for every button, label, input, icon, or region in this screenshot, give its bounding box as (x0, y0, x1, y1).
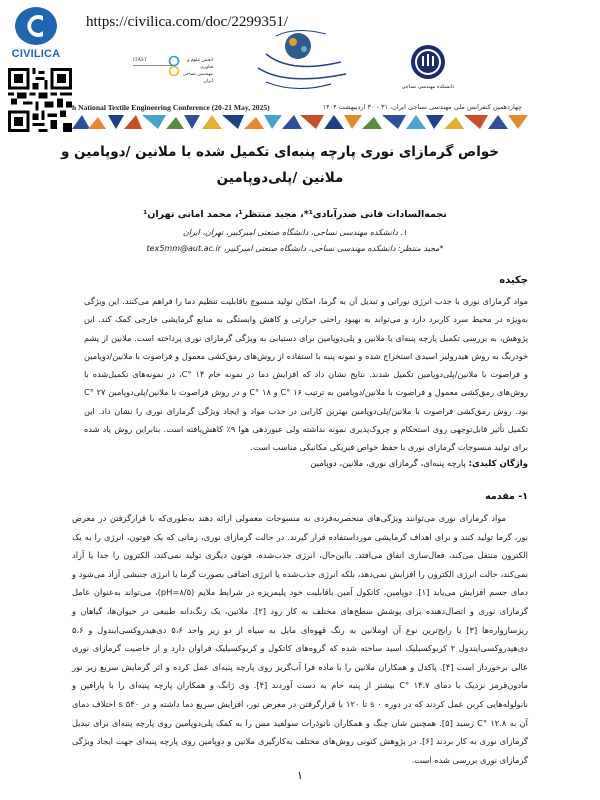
intro-heading: ۱- مقدمه (485, 491, 528, 502)
abstract-body: مواد گرمازای نوری با جذب انرژی نورانی و تبدیل آن به گرما، امکان تولید منسوج باقابلیت تنظیم دما را فراهم می‌کنند. این ویژگی به‌ویژه در محیط سرد کاربرد دارد و می‌تواند به بهبود راحتی حرارتی و کاهش وابستگی به منابع گرمایشی خارجی کمک کند. این پژوهش، به بررسی تکمیل پارچه پنبه‌ای با ملانین و پلی‌دوپامین برای دستیابی به ویژگی گرمازای نوری پرداخته است. ملانین از پشم خودرنگ به روش هیدرولیز اسیدی استخراج شده و نمونه پنبه با استفاده از روش‌های رمق‌کشی معمول و فراصوت با ملانین/دوپامین و فراصوت با ملانین/پلی‌دوپامین تکمیل شدند. نتایج نشان داد که افزایش دما در نمونه خام ۱۴ °C، در نمونه‌های تکمیل‌شده با روش‌های رمق‌کشی معمول و فراصوت با ملانین/دوپامین به ترتیب ۱۶ °C و ۱۸ °C و در روش فراصوت با ملانین/پلی‌دوپامین ۲۷ °C بود. روش رمق‌کشی فراصوت با ملانین/پلی‌دوپامین بهترین کارایی در جذب مواد و ایجاد ویژگی گرمازای نوری را نشان داد. این تکمیل تأثیر قابل‌توجهی روی استحکام و چروک‌پذیری نمونه نداشته ولی عبوردهی هوا ۹٪ کاهش‌یافته است. بنابراین روش یاد شده برای تولید منسوجات گرمازای نوری با حفظ خواص فیزیکی مکانیکی مناسب است. (84, 296, 529, 453)
gear-emblem-icon (410, 44, 446, 80)
conference-name-en: h National Textile Engineering Conference (20-21 May, 2025) (72, 103, 270, 112)
itast-loops-icon (167, 55, 181, 77)
civilica-logo[interactable] (8, 6, 64, 62)
intro-body (72, 509, 528, 769)
society-name: انجمن علوم و فناوری مهندسی نساجی ایران (182, 58, 213, 84)
keywords-list: پارچه پنبه‌ای، گرمازای نوری، ملانین، دوپامین (310, 459, 466, 469)
university-label: دانشکده مهندسی نساجی (401, 84, 455, 90)
author-list: نجمه‌السادات قانی صدرآبادی¹*، مجید منتظر¹، محمد امانی تهران¹ (143, 209, 447, 220)
intro-paragraph: مواد گرمازای نوری می‌توانند ویژگی‌های منحصربه‌فردی به منسوجات معمولی ارائه دهند به‌طوری‌که با قرارگرفتن در معرض نور، گرما تولید کنند و برای اهداف گرمایشی مورداستفاده قرار گیرند. در حالت گرمازای نوری، زمانی که یک فوتون، انرژی را به یک الکترون منتقل می‌کند، فعال‌سازی اتفاق می‌افتد. بااین‌حال، انرژی جذب‌شده، فوتون دیگری تولید نمی‌کند، الکترون را جدا یا آزاد نمی‌کند، حالت انرژی الکترون را افزایش نمی‌دهد، بلکه انرژی جذب‌شده یا انرژی اضافی بصورت گرما یا انرژی جنبشی آزاد می‌شود و دمای جسم افزایش می‌یابد [۱]. دوپامین، کاتکول آمین باقابلیت خود پلیمریزه در شرایط ملایم (pH=۸/۵)، می‌تواند به‌عنوان عامل گرمازای نوری و اتصال‌دهنده برای پوشش سطح‌های مختلف به کار رود [۲]. ملانین، یک رنگ‌دانه طبیعی در حیوان‌ها، گیاهان و ریزسازواره‌ها [۳] با رایج‌ترین نوع آن اوملانین به رنگ قهوه‌ای مایل به سیاه از دو زیر واحد ۵،۶ دی‌هیدروکسی‌ایندول و ۵،۶ دی‌هیدروکسی‌ایندول ۲ کربوکسیلیک اسید ساخته شده که گروه‌های کاتکول و کربوکسیلیک فراوان دارد و از خاصیت گرمازای نوری عالی برخوردار است [۴]. پاکدل و همکاران ملانین را با ماده فرا آب‌گریز روی پارچه پنبه‌ای عمل کرده و اثر گرمایش سریع زیر نور مادون‌قرمز نزدیک با دمای ۱۴.۷ °C بیشتر از پنبه خام به دست آوردند [۴]. وی ژانگ و همکاران پارچه پنبه‌ای را با پارافین و نانولوله‌هایی کربن عمل کردند که در دوره s ۰ تا ۱۲۰ با قرارگرفتن در معرض نور، افزایش سریع دما داشته و در s ۵۴۰ اختلاف دمای آن به ۱۲.۸ °C رسید [۵]. همچنین شان چنگ و همکاران نانوذرات سولفید مس را به کمک پلی‌دوپامین روی پارچه پنبه‌ای برای تبدیل گرمازای نوری به کار بردند [۶]. در پژوهش کنونی روش‌های مختلف به‌کارگیری ملانین و دوپامین روی پارچه پنبه‌ای جهت ایجاد ویژگی گرمازای نوری بررسی شده است. (72, 513, 528, 765)
conference-name-fa: چهاردهمین کنفرانس ملی مهندسی نساجی ایران، ۳۱ - ۳۰ اردیبهشت ۱۴۰۴ (322, 103, 522, 111)
decorative-banner (72, 113, 528, 129)
civilica-brand: CIVILICA (11, 48, 61, 60)
qr-code-icon[interactable] (8, 68, 72, 132)
conference-logo-icon (246, 24, 356, 96)
abstract-heading: چکیده (499, 275, 528, 286)
keywords-label: واژگان کلیدی: (468, 459, 528, 469)
paper-title-line-1: خواص گرمازای نوری پارچه پنبه‌ای تکمیل شده با ملانین /دوپامین و (60, 144, 500, 160)
university-logo (400, 44, 456, 92)
itast-society-logo (133, 55, 213, 84)
document-url[interactable]: https://civilica.com/doc/2299351/ (86, 14, 289, 30)
corresponding-author: *مجید منتظر: دانشکده مهندسی نساجی، دانشگاه صنعتی امیرکبیر، tex5mm@aut.ac.ir (146, 244, 444, 253)
paper-title-line-2: ملانین /پلی‌دوپامین (216, 170, 344, 186)
affiliation-1: ۱. دانشکده مهندسی نساجی، دانشگاه صنعتی امیرکبیر، تهران، ایران (182, 228, 408, 237)
itast-label: ITAST (133, 58, 147, 63)
civilica-c-icon (14, 6, 58, 46)
keywords (84, 459, 528, 469)
page-number: ۱ (297, 769, 303, 782)
